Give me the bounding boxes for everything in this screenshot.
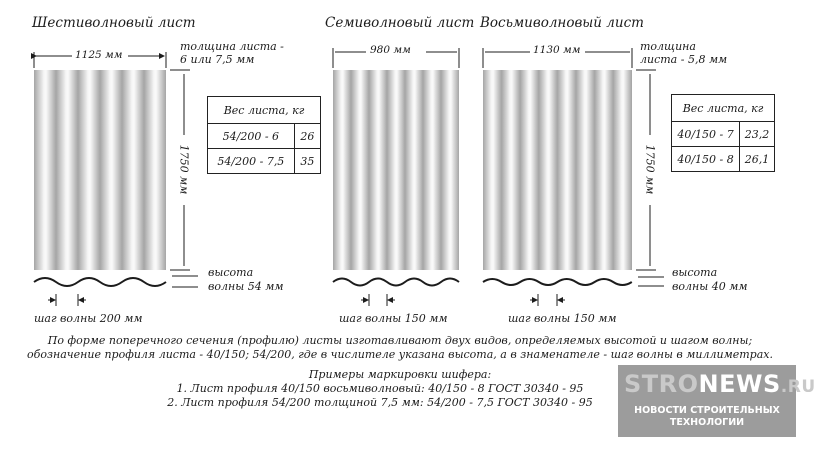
eight-wave-title: Восьмиволновый лист: [480, 15, 644, 31]
eight-wave-sheet: [483, 70, 632, 270]
tagline-line-2: ТЕХНОЛОГИИ: [669, 417, 745, 428]
seven-wave-step-label: шаг волны 150 мм: [339, 312, 448, 325]
eight-wave-step-label: шаг волны 150 мм: [508, 312, 617, 325]
six-wave-height-label: 1750 мм: [177, 144, 191, 195]
seven-wave-width-label: 980 мм: [370, 44, 411, 56]
table-row: [672, 147, 775, 172]
table-cell: 40/150 - 7: [672, 122, 740, 147]
seven-wave-sheet: [333, 70, 459, 270]
eight-wave-thickness-line2: листа - 5,8 мм: [640, 53, 728, 66]
six-wave-height-wave-line2: волны 54 мм: [208, 280, 284, 293]
table-cell: 54/200 - 7,5: [208, 149, 295, 174]
eight-wave-weight-table: [671, 94, 775, 172]
notes-line-2: обозначение профиля листа - 40/150; 54/200, где в числителе указана высота, а в знаменателе - шаг волны в миллиметрах.: [27, 348, 773, 361]
six-wave-weight-table: [207, 96, 321, 174]
six-wave-height-wave-line1: высота: [208, 266, 254, 279]
eight-wave-height-wave-line1: высота: [672, 266, 718, 279]
table-cell: 23,2: [740, 122, 775, 147]
six-wave-title: Шестиволновый лист: [32, 15, 196, 31]
logo-part-stro: STRO: [624, 370, 699, 398]
logo-part-news: NEWS: [698, 370, 781, 398]
weight-table-header: Вес листа, кг: [672, 95, 775, 122]
examples-title: Примеры маркировки шифера:: [308, 368, 492, 381]
seven-wave-title: Семиволновый лист: [325, 15, 475, 31]
eight-wave-height-label: 1750 мм: [643, 144, 657, 195]
logo-part-ru: .RU: [780, 377, 816, 397]
wave-profiles: [34, 278, 632, 286]
eight-wave-height-wave-line2: волны 40 мм: [672, 280, 748, 293]
six-wave-step-label: шаг волны 200 мм: [34, 312, 143, 325]
table-cell: 40/150 - 8: [672, 147, 740, 172]
table-row: [672, 122, 775, 147]
example-1: 1. Лист профиля 40/150 восьмиволновый: 40/150 - 8 ГОСТ 30340 - 95: [176, 382, 584, 395]
eight-wave-thickness-line1: толщина: [640, 40, 696, 53]
eight-wave-width-label: 1130 мм: [533, 44, 581, 56]
six-wave-sheet: [34, 70, 166, 270]
watermark-tagline: [618, 405, 796, 429]
table-cell: 54/200 - 6: [208, 124, 295, 149]
six-wave-thickness-line2: 6 или 7,5 мм: [180, 53, 255, 66]
table-cell: 26: [294, 124, 320, 149]
six-wave-thickness-line1: толщина листа -: [180, 40, 284, 53]
table-row: [208, 124, 321, 149]
watermark-logo: [624, 370, 816, 398]
tagline-line-1: НОВОСТИ СТРОИТЕЛЬНЫХ: [634, 405, 780, 416]
six-wave-width-label: 1125 мм: [75, 49, 123, 61]
table-cell: 26,1: [740, 147, 775, 172]
wave-step-markers: [48, 294, 565, 306]
weight-table-header: Вес листа, кг: [208, 97, 321, 124]
notes-line-1: По форме поперечного сечения (профилю) листы изготавливают двух видов, определяемых высотой и шагом волны;: [47, 334, 753, 347]
example-2: 2. Лист профиля 54/200 толщиной 7,5 мм: 54/200 - 7,5 ГОСТ 30340 - 95: [167, 396, 593, 409]
table-cell: 35: [294, 149, 320, 174]
table-row: [208, 149, 321, 174]
